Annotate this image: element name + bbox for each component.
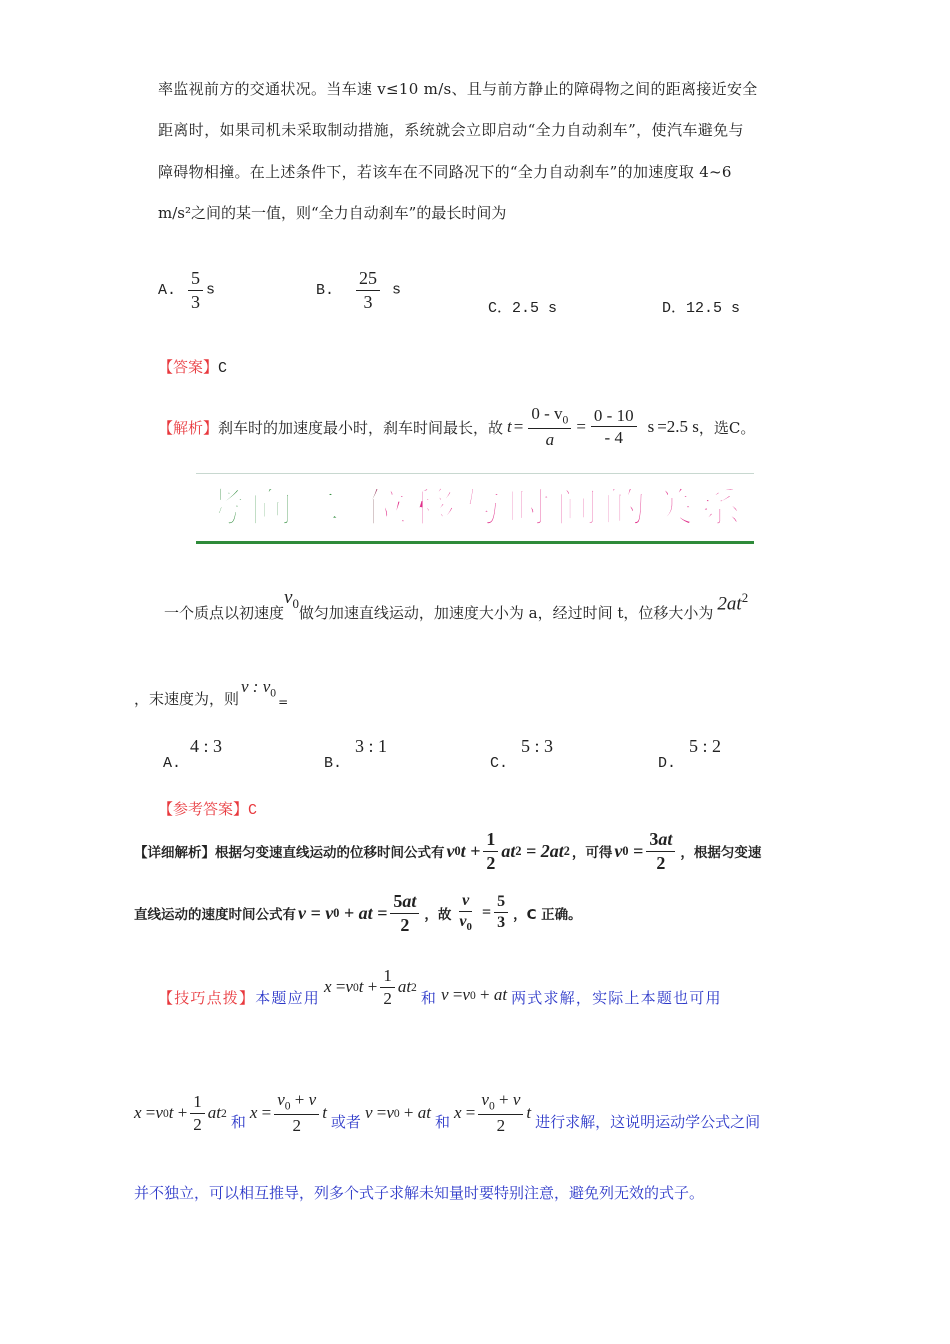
tip-line-2: x = v 0 t + $\frac{1}{2}$ at 2 和 x = $\frac{v_0 + v}{2}$ t 或者 v = v 0 + at 和 x = $\frac{v_0 + v}{2}$ t 进行求解，这说明运动学公式之间 bbox=[134, 1090, 761, 1136]
q1-line-3: 障碍物相撞。在上述条件下，若该车在不同路况下的“全力自动刹车”的加速度取 4~6 bbox=[158, 163, 732, 181]
tip-eq-4: x = $\frac{v_0 + v}{2}$ t bbox=[249, 1090, 327, 1136]
displacement-expr: $2at^2$ bbox=[717, 590, 749, 615]
q1-line-2: 距离时，如果司机未采取制动措施，系统就会立即启动“全力自动刹车”，使汽车避免与 bbox=[158, 121, 744, 139]
option-a-fraction: $\frac{5}{3}$ bbox=[188, 268, 203, 312]
q1-option-d: D．12.5 s bbox=[662, 300, 741, 317]
ratio-expr: v : $v_0$ bbox=[241, 676, 277, 699]
q2-detail-line-2: 直线运动的速度时间公式有 v = v 0 + at = $\frac{5at}{2}$ ，故 $\frac{v}{v_0}$ = $\frac{5}{3}$ ，C 正确。 bbox=[134, 890, 582, 935]
q2-option-d: D. 5 : 2 bbox=[658, 736, 722, 772]
tip-eq-5: v = v 0 + at bbox=[364, 1103, 431, 1122]
q1-option-a: A. $\frac{5}{3}$ s bbox=[158, 268, 216, 312]
q1-line-4: m/s²之间的某一值，则“全力自动刹车”的最长时间为 bbox=[158, 204, 507, 222]
q2-option-c: C. 5 : 3 bbox=[490, 736, 554, 772]
q2-option-a: A. 4 : 3 bbox=[163, 736, 223, 772]
q1-analysis bbox=[158, 388, 755, 466]
detail-eq-1: v 0 t + $\frac{1}{2}$ at 2 = 2at 2 bbox=[446, 828, 570, 873]
q2-detail-line-1: 【详细解析】 根据匀变速直线运动的位移时间公式有 v 0 t + $\frac{1}{2}$ at 2 = 2at 2 ，可得 v 0 = $\frac{3at}{2}$ ，根据匀变速 bbox=[134, 828, 762, 873]
detail-eq-4: $\frac{v}{v_0}$ = $\frac{5}{3}$ bbox=[453, 892, 511, 934]
analysis-equation: t = $\frac{0 - v_0}{a}$ = $\frac{0 - 10}{- 4}$ s =2.5 s bbox=[507, 404, 699, 450]
q2-option-b: B. 3 : 1 bbox=[324, 736, 388, 772]
analysis-text: 刹车时的加速度最小时，刹车时间最长，故 bbox=[218, 418, 504, 437]
q2-answer bbox=[158, 798, 257, 819]
tip-line-1: 【技巧点拨】 本题应用 x = v 0 t + $\frac{1}{2}$ at 2 和 v = v 0 + at 两式求解，实际上本题也可用 bbox=[158, 965, 722, 1008]
tip-eq-6: x = $\frac{v_0 + v}{2}$ t bbox=[454, 1090, 532, 1136]
q1-answer bbox=[158, 356, 227, 377]
detail-eq-3: v = v 0 + at = $\frac{5at}{2}$ bbox=[298, 891, 422, 935]
tip-line-3: 并不独立，可以相互推导，列多个式子求解未知量时要特别注意，避免列无效的式子。 bbox=[134, 1184, 705, 1202]
q2-line-2: ，末速度为，则 v : $v_0$ = bbox=[134, 676, 289, 709]
tip-eq-2: v = v 0 + at bbox=[441, 985, 508, 1004]
tip-eq-1: x = v 0 t + $\frac{1}{2}$ at 2 bbox=[324, 965, 417, 1008]
banner-title: 考向二 位移与时间的关系 bbox=[202, 485, 746, 531]
answer-value: C bbox=[218, 360, 228, 377]
tip-eq-3: x = v 0 t + $\frac{1}{2}$ at 2 bbox=[134, 1091, 227, 1134]
q1-option-b: B. $\frac{25}{3}$ s bbox=[316, 268, 402, 312]
option-b-fraction: $\frac{25}{3}$ bbox=[356, 268, 380, 312]
section-banner bbox=[196, 473, 754, 545]
v0-symbol: $v_0$ bbox=[284, 586, 299, 611]
q2-line-1: 一个质点以初速度 $v_0$ 做匀加速直线运动，加速度大小为 a，经过时间 t，位移大小为 $2at^2$ bbox=[164, 586, 749, 623]
tip-tag: 【技巧点拨】 bbox=[158, 988, 256, 1007]
analysis-end: ，选C。 bbox=[698, 418, 756, 437]
banner-title-art bbox=[196, 473, 754, 545]
answer-tag: 【答案】 bbox=[158, 358, 219, 376]
q1-line-1: 率监视前方的交通状况。当车速 v≤10 m/s、且与前方静止的障碍物之间的距离接近安全 bbox=[158, 80, 758, 98]
ref-answer-value: C bbox=[248, 802, 258, 819]
q1-option-c: C．2.5 s bbox=[488, 300, 558, 317]
analysis-tag: 【解析】 bbox=[158, 418, 219, 437]
ref-answer-tag: 【参考答案】 bbox=[158, 800, 249, 818]
banner-bottom-rule bbox=[196, 541, 754, 544]
detail-eq-2: v 0 = $\frac{3at}{2}$ bbox=[614, 829, 678, 873]
